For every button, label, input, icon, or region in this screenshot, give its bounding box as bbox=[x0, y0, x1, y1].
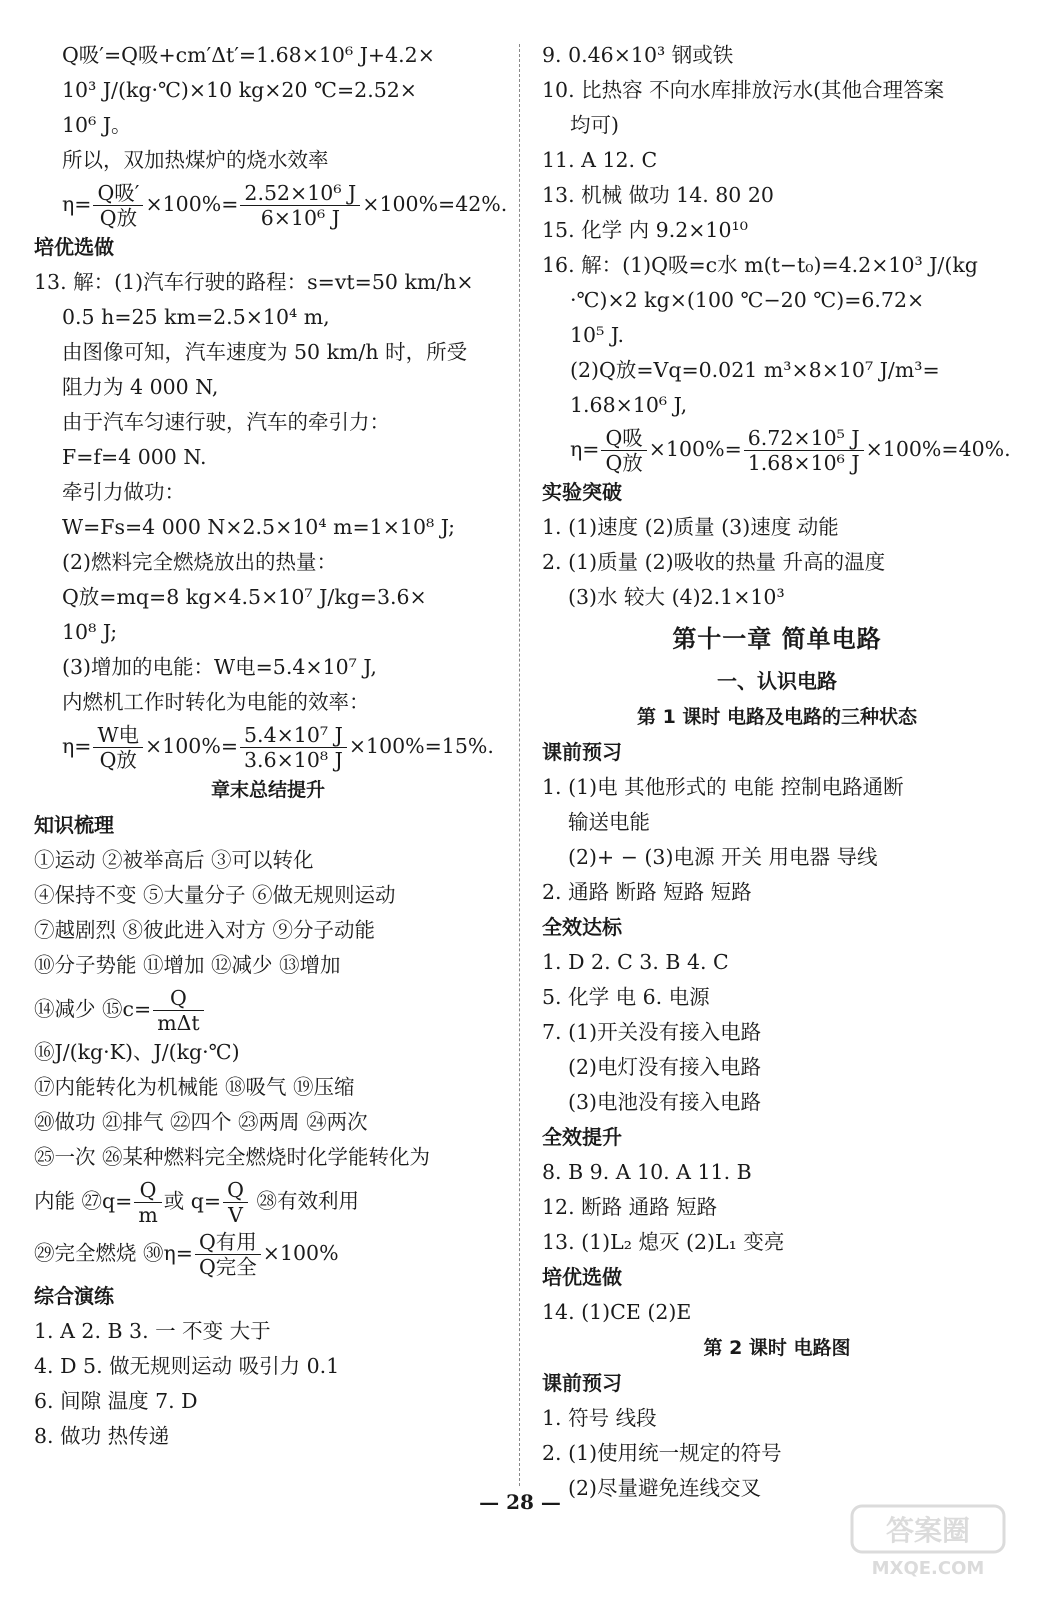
formula-text: ×100%= bbox=[648, 437, 742, 461]
left-column bbox=[34, 38, 508, 1454]
text-line: 9. 0.46×10³ 钢或铁 bbox=[542, 43, 734, 67]
numerator: Q bbox=[153, 986, 203, 1011]
text-line: (2)尽量避免连线交叉 bbox=[568, 1476, 762, 1500]
text-line: F=f=4 000 N. bbox=[62, 445, 207, 469]
formula-text: ㉘有效利用 bbox=[249, 1189, 359, 1213]
section-heading: 培优选做 bbox=[34, 235, 114, 259]
text-line: 1. (1)速度 (2)质量 (3)速度 动能 bbox=[542, 515, 839, 539]
text-line: 6. 间隙 温度 7. D bbox=[34, 1389, 198, 1413]
text-line: 0.5 h=25 km=2.5×10⁴ m, bbox=[62, 305, 330, 329]
text-line: (2)+ − (3)电源 开关 用电器 导线 bbox=[568, 845, 878, 869]
fraction bbox=[134, 1178, 161, 1227]
section-heading: 全效提升 bbox=[542, 1125, 622, 1149]
denominator: m bbox=[138, 1203, 158, 1227]
formula-line bbox=[34, 1175, 502, 1227]
denominator: Q放 bbox=[605, 451, 643, 475]
text-line: 16. 解：(1)Q吸=c水 m(t−t₀)=4.2×10³ J/(kg bbox=[542, 253, 978, 277]
numerator: Q吸′ bbox=[93, 181, 143, 206]
section-heading: 实验突破 bbox=[542, 480, 622, 504]
right-column bbox=[542, 38, 1012, 1506]
numerator: Q bbox=[134, 1178, 161, 1203]
formula-text: ×100%= bbox=[145, 192, 239, 216]
denominator: Q完全 bbox=[198, 1255, 257, 1279]
lesson-title: 第 2 课时 电路图 bbox=[703, 1337, 851, 1359]
formula-line bbox=[34, 983, 502, 1035]
text-line: 13. 机械 做功 14. 80 20 bbox=[542, 183, 774, 207]
text-line: ⑩分子势能 ⑪增加 ⑫减少 ⑬增加 bbox=[34, 953, 341, 977]
text-line: 内燃机工作时转化为电能的效率： bbox=[62, 690, 370, 714]
text-line: 10⁶ J。 bbox=[62, 113, 132, 137]
section-title: 一、认识电路 bbox=[717, 669, 837, 693]
text-line: 1. (1)电 其他形式的 电能 控制电路通断 bbox=[542, 775, 904, 799]
text-line: 阻力为 4 000 N, bbox=[62, 375, 219, 399]
text-line: 2. 通路 断路 短路 短路 bbox=[542, 880, 752, 904]
fraction bbox=[93, 181, 143, 230]
formula-line bbox=[34, 1227, 502, 1279]
text-line: 1.68×10⁶ J, bbox=[570, 393, 688, 417]
text-line: 10⁸ J; bbox=[62, 620, 118, 644]
text-line: (3)增加的电能：W电=5.4×10⁷ J, bbox=[62, 655, 377, 679]
text-line: ·℃)×2 kg×(100 ℃−20 ℃)=6.72× bbox=[570, 288, 925, 312]
fraction bbox=[93, 723, 143, 772]
section-heading: 综合演练 bbox=[34, 1284, 114, 1308]
summary-heading: 章末总结提升 bbox=[210, 779, 325, 801]
fraction bbox=[240, 181, 360, 230]
formula-text: η= bbox=[570, 437, 600, 461]
text-line: 5. 化学 电 6. 电源 bbox=[542, 985, 710, 1009]
section-heading: 知识梳理 bbox=[34, 813, 114, 837]
text-line: Q吸′=Q吸+cm′Δt′=1.68×10⁶ J+4.2× bbox=[62, 43, 435, 67]
text-line: 1. D 2. C 3. B 4. C bbox=[542, 950, 729, 974]
text-line: 13. (1)L₂ 熄灭 (2)L₁ 变亮 bbox=[542, 1230, 785, 1254]
text-line: ⑳做功 ㉑排气 ㉒四个 ㉓两周 ㉔两次 bbox=[34, 1110, 368, 1134]
text-line: 15. 化学 内 9.2×10¹⁰ bbox=[542, 218, 748, 242]
formula-line bbox=[542, 423, 1012, 475]
text-line: (3)水 较大 (4)2.1×10³ bbox=[568, 585, 785, 609]
text-line: 牵引力做功： bbox=[62, 480, 185, 504]
denominator: 1.68×10⁶ J bbox=[747, 451, 860, 475]
text-line: 8. B 9. A 10. A 11. B bbox=[542, 1160, 752, 1184]
text-line: 均可) bbox=[570, 113, 619, 137]
chapter-title: 第十一章 简单电路 bbox=[672, 625, 882, 653]
text-line: ⑰内能转化为机械能 ⑱吸气 ⑲压缩 bbox=[34, 1075, 355, 1099]
text-line: (2)电灯没有接入电路 bbox=[568, 1055, 762, 1079]
text-line: ④保持不变 ⑤大量分子 ⑥做无规则运动 bbox=[34, 883, 396, 907]
text-line: 13. 解：(1)汽车行驶的路程：s=vt=50 km/h× bbox=[34, 270, 474, 294]
formula-text: ㉙完全燃烧 ㉚η= bbox=[34, 1241, 193, 1265]
text-line: 由图像可知，汽车速度为 50 km/h 时，所受 bbox=[62, 340, 468, 364]
text-line: ⑯J/(kg·K)、J/(kg·℃) bbox=[34, 1040, 240, 1064]
text-line: 2. (1)质量 (2)吸收的热量 升高的温度 bbox=[542, 550, 886, 574]
svg-text:答案圈: 答案圈 bbox=[885, 1514, 971, 1547]
denominator: 3.6×10⁸ J bbox=[244, 748, 343, 772]
denominator: 6×10⁶ J bbox=[260, 206, 340, 230]
numerator: Q有用 bbox=[195, 1230, 261, 1255]
section-heading: 课前预习 bbox=[542, 1371, 622, 1395]
column-divider bbox=[519, 44, 520, 1486]
formula-text: ×100%=15%. bbox=[348, 734, 494, 758]
text-line: 由于汽车匀速行驶，汽车的牵引力： bbox=[62, 410, 390, 434]
watermark-logo bbox=[848, 1502, 1008, 1582]
numerator: Q bbox=[223, 1178, 248, 1203]
svg-text:MXQE.COM: MXQE.COM bbox=[871, 1558, 985, 1579]
numerator: W电 bbox=[93, 723, 143, 748]
formula-line bbox=[34, 178, 508, 230]
numerator: 6.72×10⁵ J bbox=[744, 426, 864, 451]
text-line: 10³ J/(kg·℃)×10 kg×20 ℃=2.52× bbox=[62, 78, 417, 102]
section-heading: 培优选做 bbox=[542, 1265, 622, 1289]
text-line: 8. 做功 热传递 bbox=[34, 1424, 170, 1448]
text-line: 12. 断路 通路 短路 bbox=[542, 1195, 718, 1219]
text-line: 所以，双加热煤炉的烧水效率 bbox=[62, 148, 329, 172]
text-line: (3)电池没有接入电路 bbox=[568, 1090, 762, 1114]
fraction bbox=[153, 986, 203, 1035]
numerator: Q吸 bbox=[601, 426, 646, 451]
formula-line bbox=[34, 720, 502, 772]
text-line: 10⁵ J. bbox=[570, 323, 624, 347]
denominator: Q放 bbox=[99, 748, 137, 772]
page-number: — 28 — bbox=[479, 1490, 561, 1514]
text-line: 2. (1)使用统一规定的符号 bbox=[542, 1441, 782, 1465]
lesson-title: 第 1 课时 电路及电路的三种状态 bbox=[636, 706, 918, 728]
formula-text: ×100%= bbox=[145, 734, 239, 758]
denominator: Q放 bbox=[99, 206, 138, 230]
numerator: 5.4×10⁷ J bbox=[240, 723, 347, 748]
formula-text: ×100%=40%. bbox=[865, 437, 1011, 461]
formula-text: 内能 ㉗q= bbox=[34, 1189, 133, 1213]
text-line: ⑦越剧烈 ⑧彼此进入对方 ⑨分子动能 bbox=[34, 918, 376, 942]
section-heading: 全效达标 bbox=[542, 915, 622, 939]
denominator: mΔt bbox=[157, 1011, 200, 1035]
formula-text: η= bbox=[62, 734, 92, 758]
text-line: 11. A 12. C bbox=[542, 148, 658, 172]
fraction bbox=[601, 426, 646, 475]
formula-text: 或 q= bbox=[163, 1189, 222, 1213]
text-line: 4. D 5. 做无规则运动 吸引力 0.1 bbox=[34, 1354, 340, 1378]
text-line: 14. (1)CE (2)E bbox=[542, 1300, 692, 1324]
text-line: (2)Q放=Vq=0.021 m³×8×10⁷ J/m³= bbox=[570, 358, 940, 382]
text-line: ㉕一次 ㉖某种燃料完全燃烧时化学能转化为 bbox=[34, 1145, 431, 1169]
text-line: ①运动 ②被举高后 ③可以转化 bbox=[34, 848, 314, 872]
formula-text: η= bbox=[62, 192, 92, 216]
section-heading: 课前预习 bbox=[542, 740, 622, 764]
numerator: 2.52×10⁶ J bbox=[240, 181, 360, 206]
denominator: V bbox=[228, 1203, 243, 1227]
fraction bbox=[240, 723, 347, 772]
formula-text: ×100%=42%. bbox=[362, 192, 508, 216]
text-line: 1. 符号 线段 bbox=[542, 1406, 657, 1430]
text-line: 1. A 2. B 3. 一 不变 大于 bbox=[34, 1319, 271, 1343]
text-line: Q放=mq=8 kg×4.5×10⁷ J/kg=3.6× bbox=[62, 585, 427, 609]
fraction bbox=[744, 426, 864, 475]
text-line: 7. (1)开关没有接入电路 bbox=[542, 1020, 762, 1044]
text-line: 输送电能 bbox=[568, 810, 650, 834]
text-line: W=Fs=4 000 N×2.5×10⁴ m=1×10⁸ J; bbox=[62, 515, 456, 539]
formula-text: ×100% bbox=[262, 1241, 339, 1265]
formula-text: ⑭减少 ⑮c= bbox=[34, 997, 152, 1021]
text-line: 10. 比热容 不向水库排放污水(其他合理答案 bbox=[542, 78, 945, 102]
text-line: (2)燃料完全燃烧放出的热量： bbox=[62, 550, 338, 574]
fraction bbox=[223, 1178, 248, 1227]
fraction bbox=[195, 1230, 261, 1279]
